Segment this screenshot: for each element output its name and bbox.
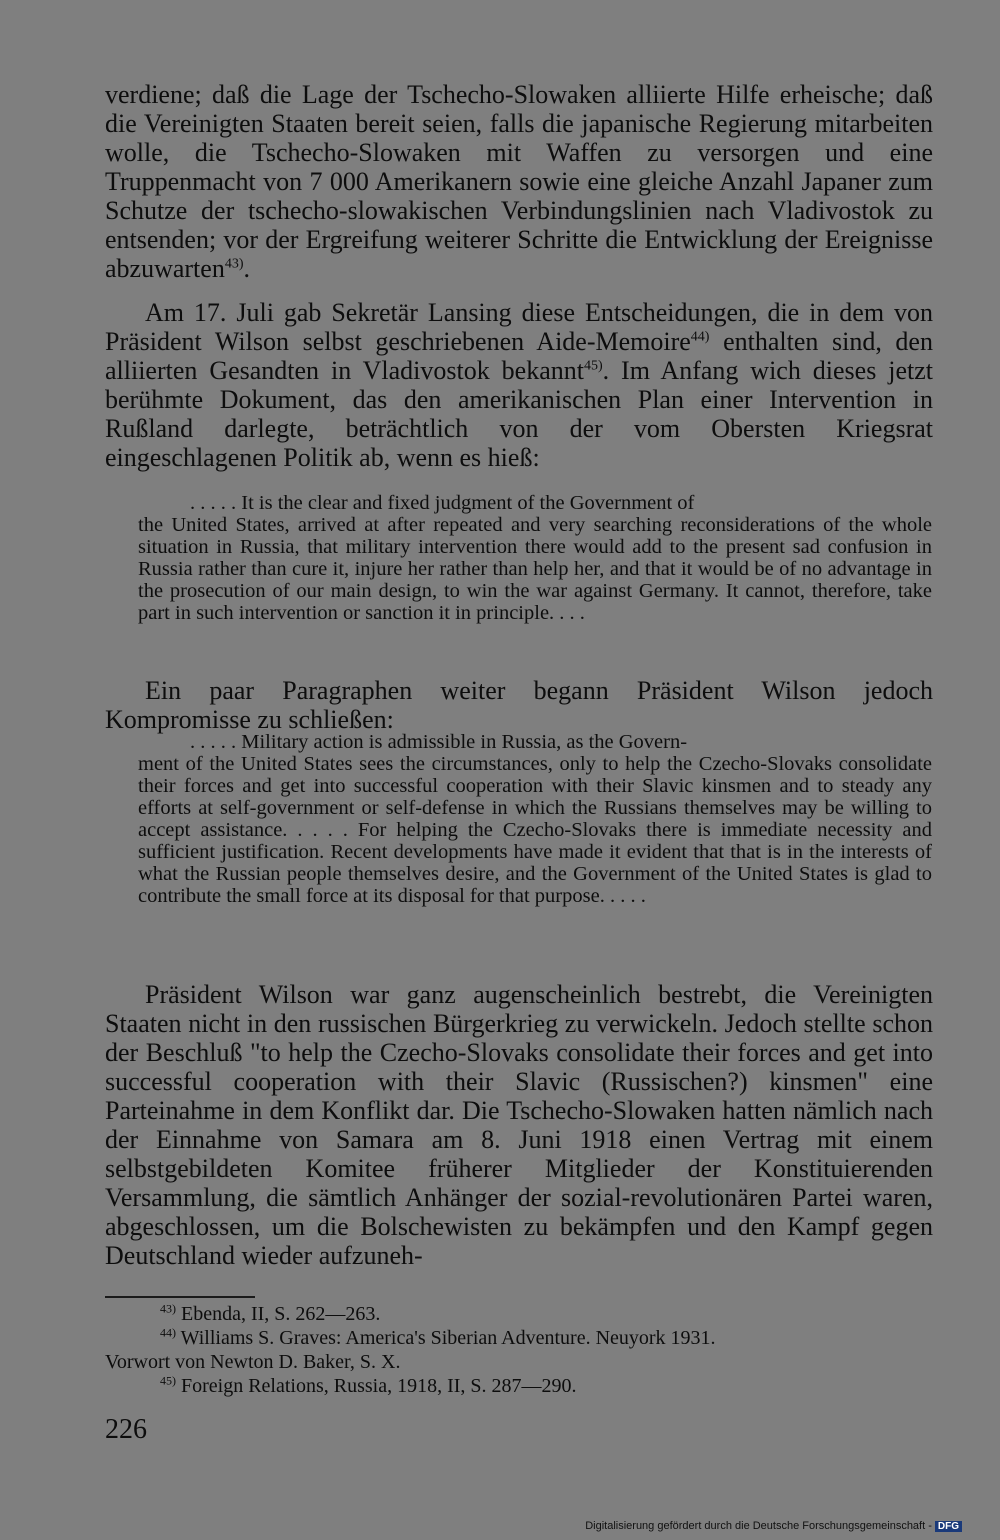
footnote-separator	[105, 1296, 255, 1298]
paragraph-2-text-b: enthalten sind, den alliierten Gesandten in Vladivostok bekannt	[105, 327, 933, 385]
footnote-43	[105, 1302, 935, 1326]
paragraph-1-end: .	[243, 254, 250, 283]
paragraph-4: Präsident Wilson war ganz augenscheinlich bestrebt, die Vereinigten Staaten nicht in den russischen Bürgerkrieg zu verwickeln. Jedoch stellte schon der Beschluß "to help the Czecho-Slovaks consolidate their forces and get into successful cooperation with their Slavic (Russischen?) kinsmen" eine Parteinahme in dem Konflikt dar. Die Tschecho-Slowaken hatten nämlich nach der Einnahme von Samara am 8. Juni 1918 einen Vertrag mit einem selbstgebildeten Komitee früherer Mitglieder der Konstituierenden Versammlung, die sämtlich Anhänger der sozial-revolutionären Partei waren, abgeschlossen, um die Bolschewisten zu bekämpfen und den Kampf gegen Deutschland wieder aufzuneh-	[105, 980, 933, 1270]
page-number: 226	[105, 1414, 147, 1445]
footnote-marker: 44)	[160, 1325, 176, 1340]
paragraph-2-text-c: . Im Anfang wich dieses jetzt berühmte Dokument, das den amerikanischen Plan einer Intervention in Rußland darlegte, beträchtlich von der vom Obersten Kriegsrat eingeschlagenen Politik ab, wenn es hieß:	[105, 356, 933, 472]
quotation-1	[138, 492, 932, 624]
footnote-ref-45[interactable]: 45)	[583, 358, 603, 374]
paragraph-2-text-a: Am 17. Juli gab Sekretär Lansing diese Entscheidungen, die in dem von Präsident Wilson selbst geschriebenen Aide-Memoire	[105, 298, 933, 356]
credit-text: Digitalisierung gefördert durch die Deutsche Forschungsgemeinschaft -	[585, 1520, 932, 1532]
footnote-text: Ebenda, II, S. 262—263.	[176, 1303, 381, 1325]
quotation-1-lead: . . . . . It is the clear and fixed judgment of the Government of	[190, 492, 695, 514]
footnote-marker: 43)	[160, 1301, 176, 1316]
paragraph-2	[105, 298, 933, 472]
digitization-credit	[585, 1520, 962, 1532]
footnote-marker: 45)	[160, 1373, 176, 1388]
footnote-text: Foreign Relations, Russia, 1918, II, S. 287—290.	[176, 1375, 577, 1397]
paragraph-1	[105, 80, 933, 283]
footnote-ref-43[interactable]: 43)	[224, 256, 244, 272]
quotation-2-lead: . . . . . Military action is admissible in Russia, as the Govern-	[190, 731, 688, 753]
quotation-1-body: the United States, arrived at after repeated and very searching reconsiderations of the whole situation in Russia, that military intervention there would add to the present sad confusion in Russia rather than cure it, injure her rather than help her, and that it would be of no advantage in the prosecution of our main design, to win the war against Germany. It cannot, therefore, take part in such intervention or sanction it in principle. . . .	[138, 514, 932, 624]
footnote-45	[105, 1374, 935, 1398]
quotation-2-body: ment of the United States sees the circumstances, only to help the Czecho-Slovaks consolidate their forces and get into successful cooperation with their Slavic kinsmen and to steady any efforts at self-government or self-defense in which the Russians themselves may be willing to accept assistance. . . . . For helping the Czecho-Slovaks there is immediate necessity and sufficient justification. Recent developments have made it evident that that is in the interests of what the Russian people themselves desire, and the Government of the United States is glad to contribute the small force at its disposal for that purpose. . . . .	[138, 753, 932, 907]
quotation-2	[138, 731, 932, 907]
footnote-continuation: Vorwort von Newton D. Baker, S. X.	[105, 1351, 401, 1373]
footnote-ref-44[interactable]: 44)	[690, 329, 710, 345]
footnote-text: Williams S. Graves: America's Siberian Adventure. Neuyork 1931.	[176, 1327, 716, 1349]
dfg-logo-icon: DFG	[935, 1521, 962, 1532]
paragraph-1-text: verdiene; daß die Lage der Tschecho-Slowaken alliierte Hilfe erheische; daß die Vereinigten Staaten bereit seien, falls die japanische Regierung mitarbeiten wolle, die Tschecho-Slowaken mit Waffen zu versorgen und eine Truppenmacht von 7 000 Amerikanern sowie eine gleiche Anzahl Japaner zum Schutze der tschecho-slowakischen Verbindungslinien nach Vladivostok zu entsenden; vor der Ergreifung weiterer Schritte die Entwicklung der Ereignisse abzuwarten	[105, 80, 933, 283]
paragraph-3: Ein paar Paragraphen weiter begann Präsident Wilson jedoch Kompromisse zu schließen:	[105, 676, 933, 734]
footnote-44	[105, 1326, 935, 1374]
